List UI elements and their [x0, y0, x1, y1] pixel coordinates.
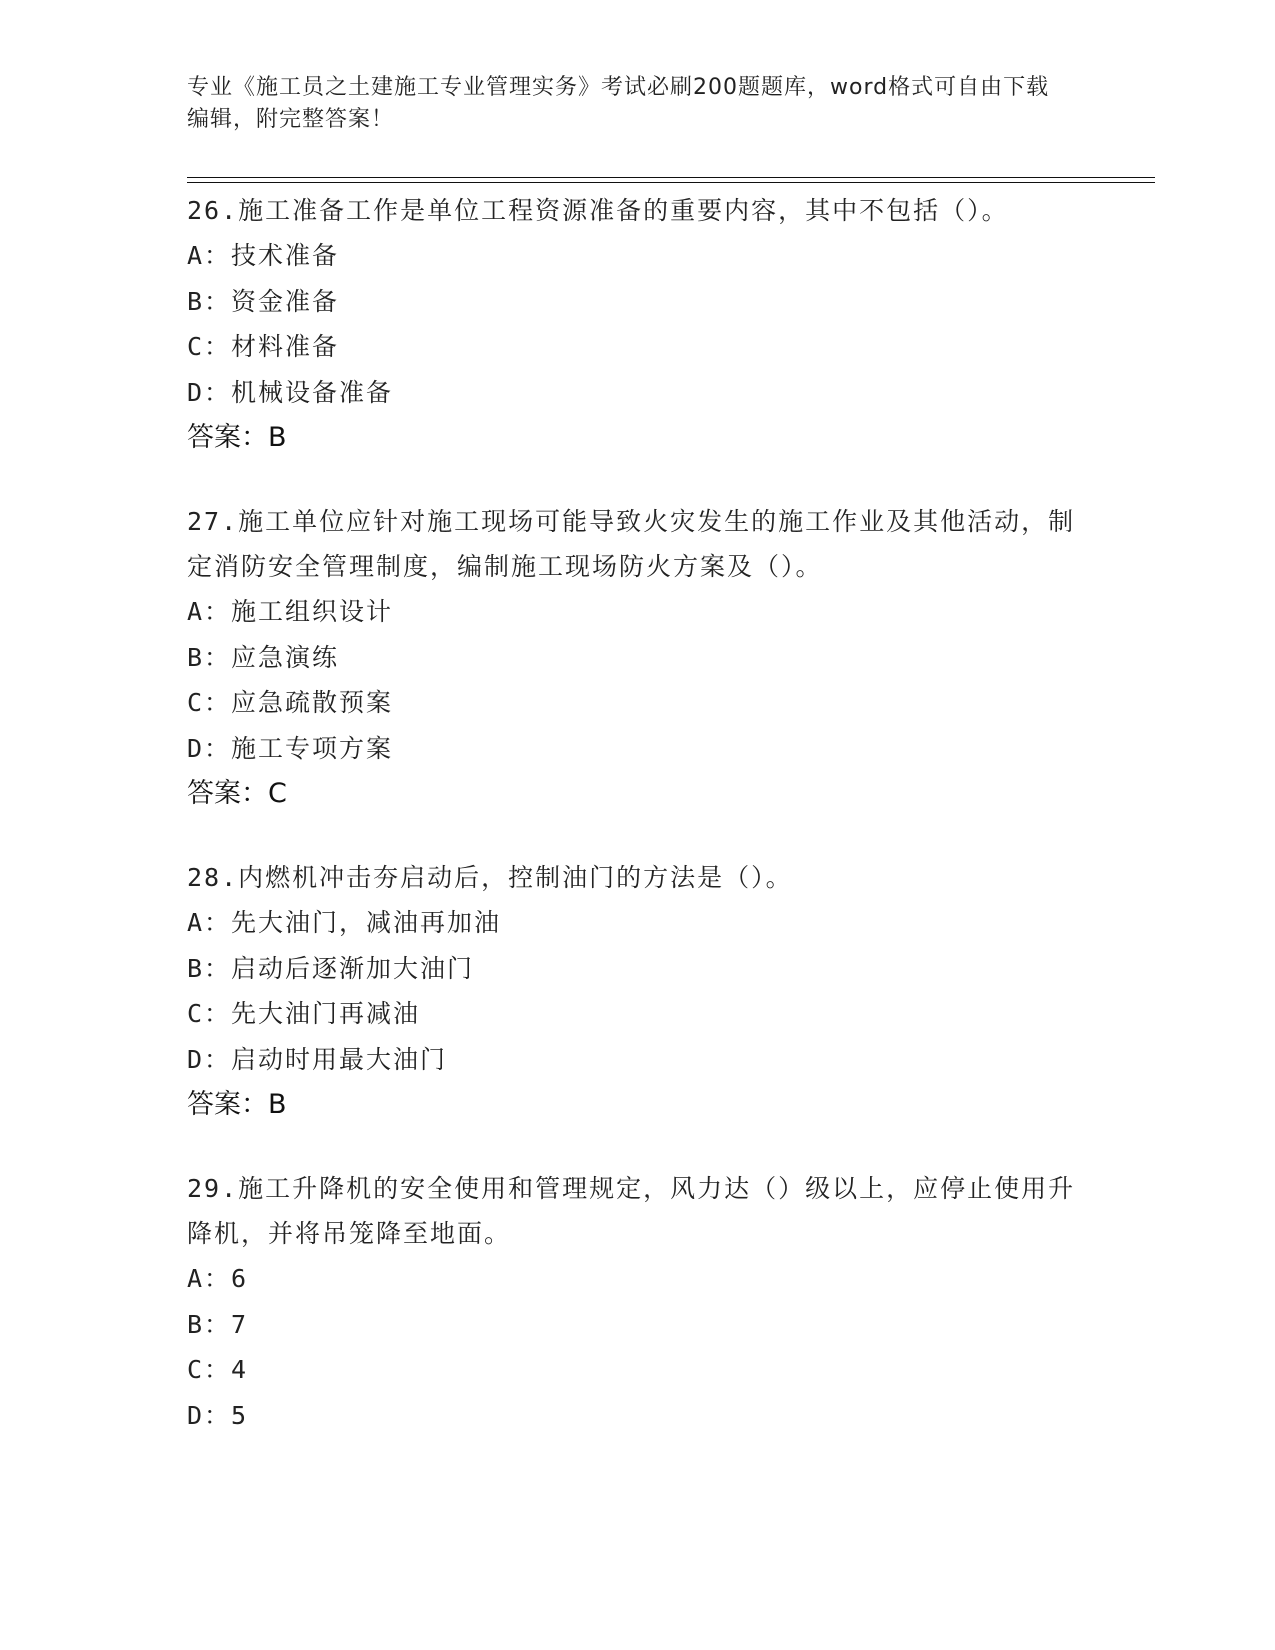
- question-stem: 27.施工单位应针对施工现场可能导致火灾发生的施工作业及其他活动，制定消防安全管理制度，编制施工现场防火方案及（）。: [187, 507, 1076, 581]
- option-c: C：4: [187, 1355, 249, 1384]
- option-c: C：应急疏散预案: [187, 688, 394, 717]
- option-a: A：施工组织设计: [187, 597, 394, 626]
- question-27: [187, 499, 1087, 817]
- option-d: D：5: [187, 1400, 249, 1430]
- answer-line: 答案：B: [187, 1089, 287, 1120]
- option-d: D：机械设备准备: [187, 377, 394, 407]
- option-c: C：材料准备: [187, 332, 340, 361]
- answer-line: 答案：C: [187, 778, 287, 809]
- option-b: B：启动后逐渐加大油门: [187, 953, 475, 983]
- question-28: [187, 855, 1087, 1128]
- option-a: A：6: [187, 1264, 249, 1293]
- header-divider-top: [187, 177, 1155, 178]
- option-b: B：应急演练: [187, 642, 340, 672]
- question-stem: 26.施工准备工作是单位工程资源准备的重要内容，其中不包括（）。: [187, 196, 1009, 225]
- question-29: [187, 1166, 1087, 1438]
- question-list: [187, 188, 1087, 1476]
- question-stem: 29.施工升降机的安全使用和管理规定，风力达（）级以上，应停止使用升降机，并将吊笼降至地面。: [187, 1174, 1076, 1248]
- question-stem: 28.内燃机冲击夯启动后，控制油门的方法是（）。: [187, 863, 793, 892]
- option-d: D：启动时用最大油门: [187, 1044, 448, 1074]
- option-a: A：技术准备: [187, 241, 340, 270]
- option-a: A：先大油门，减油再加油: [187, 908, 502, 937]
- document-header: 专业《施工员之土建施工专业管理实务》考试必刷200题题库，word格式可自由下载编辑，附完整答案！: [187, 75, 1050, 132]
- answer-line: 答案：B: [187, 422, 287, 453]
- question-26: [187, 188, 1087, 461]
- option-b: B：资金准备: [187, 286, 340, 316]
- header-divider-bottom: [187, 182, 1155, 183]
- option-b: B：7: [187, 1309, 249, 1339]
- option-d: D：施工专项方案: [187, 733, 394, 763]
- option-c: C：先大油门再减油: [187, 999, 421, 1028]
